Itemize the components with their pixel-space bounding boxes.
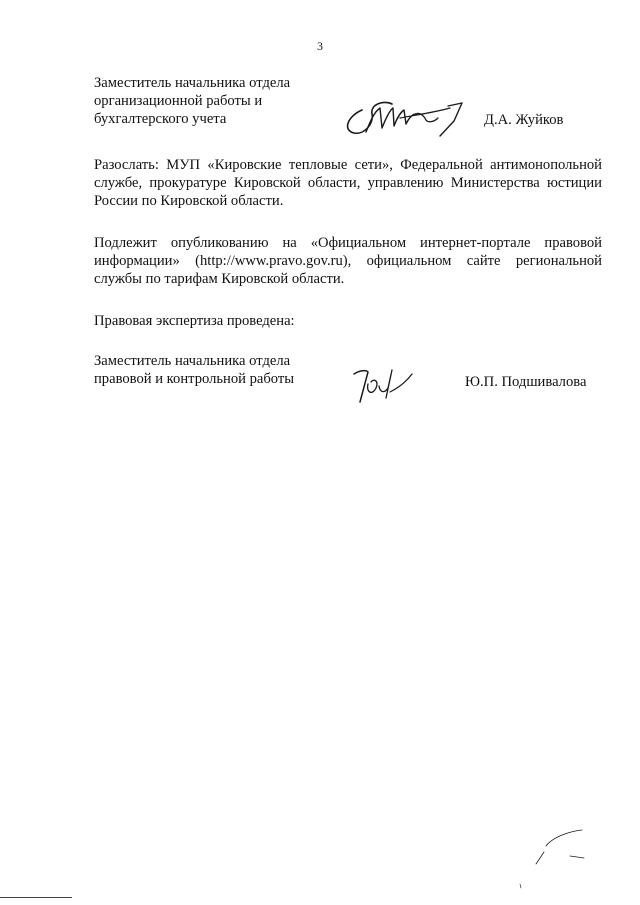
signatory-1-name: Д.А. Жуйков <box>484 112 564 128</box>
signatory-2-name: Ю.П. Подшивалова <box>465 374 587 390</box>
signatory-2-title <box>94 352 294 388</box>
publication-note: Подлежит опубликованию на «Официальном интернет-портале правовой информации» (http://www.pravo.gov.ru), официальном сайте региональной службы по тарифам Кировской области. <box>94 235 602 287</box>
legal-review-note: Правовая экспертиза проведена: <box>94 313 295 329</box>
handwritten-signature-1 <box>340 96 470 140</box>
scan-edge-line <box>0 897 72 898</box>
margin-pencil-mark <box>530 826 590 892</box>
signatory-1-title-line: организационной работы и <box>94 93 263 109</box>
signatory-2-title-line: правовой и контрольной работы <box>94 371 295 387</box>
handwritten-signature-2 <box>346 362 418 406</box>
signatory-1-title-line: Заместитель начальника отдела <box>94 75 291 91</box>
distribution-list: Разослать: МУП «Кировские тепловые сети», Федеральной антимонопольной службе, прокуратуре Кировской области, управлению Министерства юстиции России по Кировской области. <box>94 157 602 209</box>
signatory-1-title-line: бухгалтерского учета <box>94 111 227 127</box>
signatory-2-title-line: Заместитель начальника отдела <box>94 353 291 369</box>
page-number: 3 <box>317 39 323 53</box>
signatory-1-title <box>94 74 290 128</box>
